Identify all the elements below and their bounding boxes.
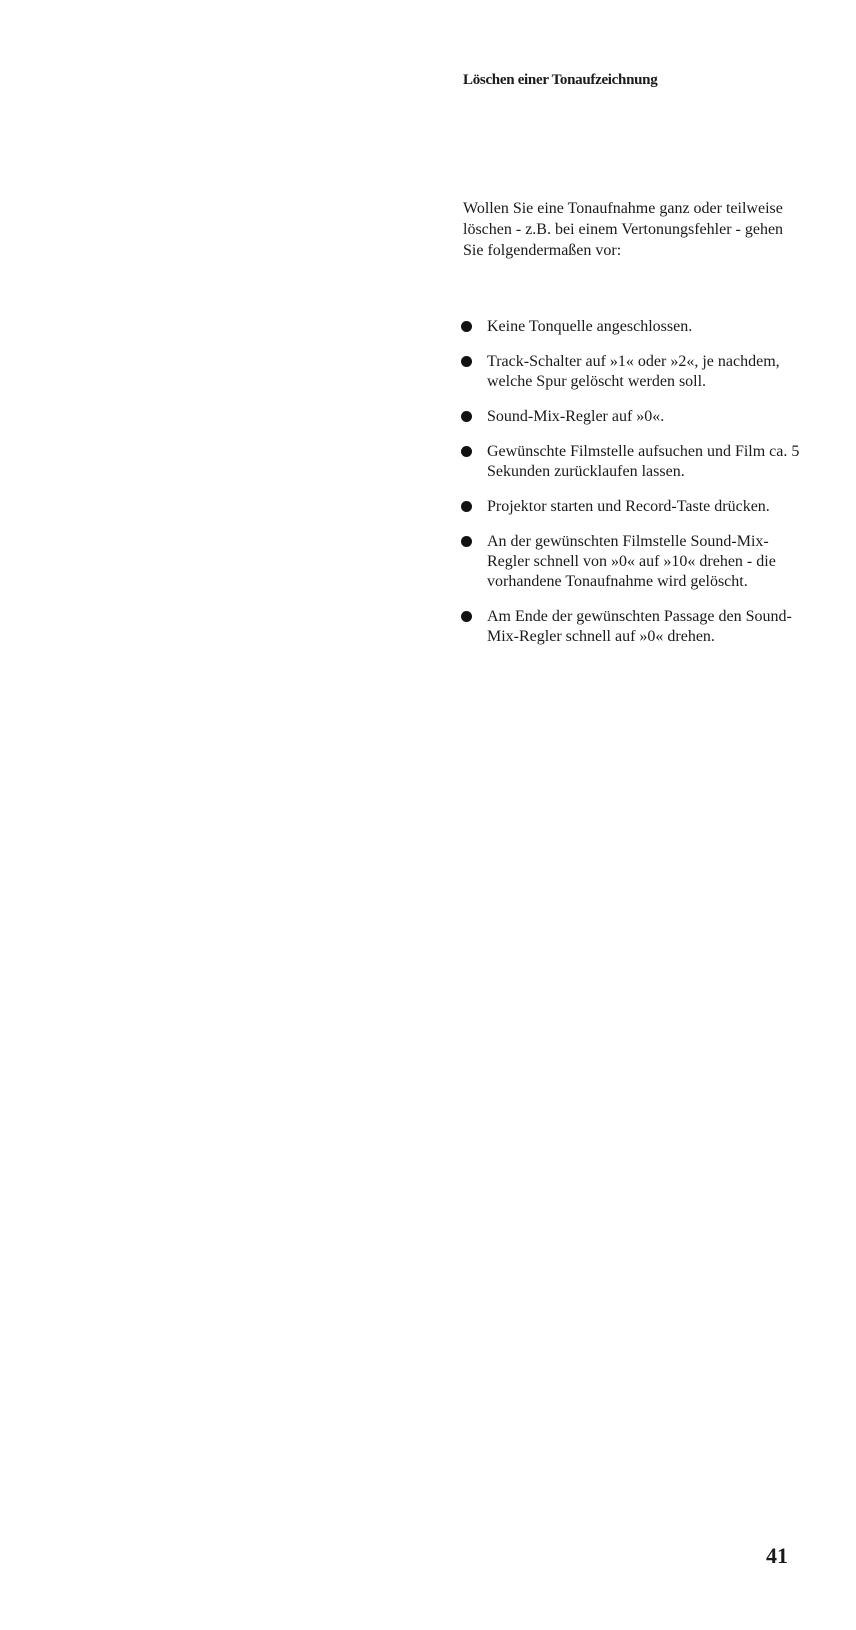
- list-item: [461, 532, 801, 592]
- list-item-text: Am Ende der gewünschten Passage den Sound-Mix-Regler schnell auf »0« drehen.: [487, 608, 792, 645]
- list-item: [461, 317, 801, 337]
- list-item: [461, 607, 801, 647]
- instruction-list: [461, 317, 801, 662]
- list-item: [461, 497, 801, 517]
- bullet-icon: [461, 321, 472, 332]
- bullet-icon: [461, 536, 472, 547]
- list-item-text: Projektor starten und Record-Taste drücken.: [487, 498, 770, 515]
- list-item: [461, 442, 801, 482]
- intro-paragraph: Wollen Sie eine Tonaufnahme ganz oder teilweise löschen - z.B. bei einem Vertonungsfehler - gehen Sie folgendermaßen vor:: [463, 200, 784, 259]
- list-item-text: Track-Schalter auf »1« oder »2«, je nachdem, welche Spur gelöscht werden soll.: [487, 353, 780, 390]
- list-item: [461, 352, 801, 392]
- section-heading: Löschen einer Tonaufzeichnung: [463, 72, 658, 88]
- page-number: 41: [766, 1543, 788, 1568]
- bullet-icon: [461, 446, 472, 457]
- list-item-text: An der gewünschten Filmstelle Sound-Mix-Regler schnell von »0« auf »10« drehen - die vorhandene Tonaufnahme wird gelöscht.: [487, 533, 776, 590]
- list-item-text: Sound-Mix-Regler auf »0«.: [487, 408, 665, 425]
- bullet-icon: [461, 356, 472, 367]
- bullet-icon: [461, 611, 472, 622]
- bullet-icon: [461, 501, 472, 512]
- list-item: [461, 407, 801, 427]
- bullet-icon: [461, 411, 472, 422]
- list-item-text: Keine Tonquelle angeschlossen.: [487, 318, 693, 335]
- list-item-text: Gewünschte Filmstelle aufsuchen und Film ca. 5 Sekunden zurücklaufen lassen.: [487, 443, 800, 480]
